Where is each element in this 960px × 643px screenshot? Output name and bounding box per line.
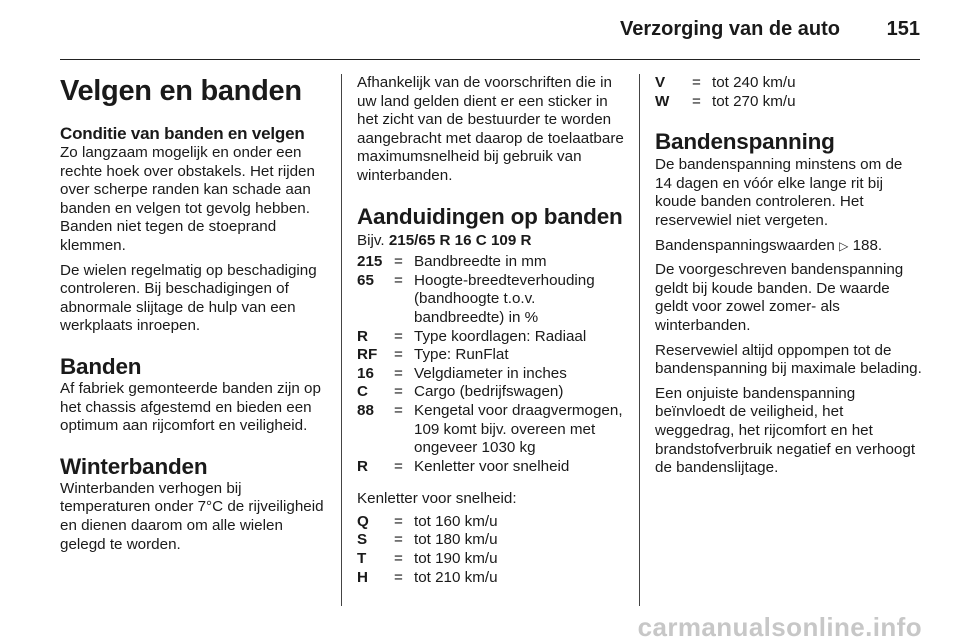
definition-value: tot 190 km/u <box>414 550 498 568</box>
definition-value: tot 160 km/u <box>414 512 498 530</box>
paragraph: Reservewiel altijd oppompen tot de bandenspanning bij maximale belading. <box>655 341 922 378</box>
definition-row <box>655 74 923 93</box>
definition-value: tot 240 km/u <box>712 74 796 91</box>
definition-row <box>357 513 625 532</box>
paragraph: Een onjuiste bandenspanning beïnvloedt de veiligheid, het weggedrag, het rijcomfort en het brandstofverbruik negatief en verhoogt de bandenslijtage. <box>655 384 916 477</box>
speed-index-list-continued <box>655 74 923 111</box>
definition-row <box>357 346 625 365</box>
definition-key: 65 <box>357 271 374 289</box>
definition-row <box>357 383 625 402</box>
definition-separator: = <box>394 364 403 382</box>
paragraph: De bandenspanning minstens om de 14 dagen en vóór elke lange rit bij koude banden controleren. Het reservewiel niet vergeten. <box>655 156 903 229</box>
paragraph: Af fabriek gemonteerde banden zijn op het chassis afgestemd en bieden een optimum aan rijcomfort en veiligheid. <box>60 379 321 435</box>
paragraph: Afhankelijk van de voorschriften die in uw land gelden dient er een sticker in het zicht van de bestuurder te worden aangebracht met daarop de toelaatbare maximumsnelheid bij gebruik van winterbanden. <box>357 74 624 184</box>
paragraph: Kenletter voor snelheid: <box>357 490 517 508</box>
subsection-heading-rim-condition: Conditie van banden en velgen <box>60 124 305 143</box>
page-number: 151 <box>886 18 920 40</box>
definition-value: Kengetal voor draagvermogen, 109 komt bijv. overeen met ongeveer 1030 kg <box>414 401 623 457</box>
column-2 <box>357 74 625 587</box>
header-divider <box>60 59 920 60</box>
definition-separator: = <box>394 568 403 586</box>
definition-separator: = <box>692 92 701 110</box>
definition-separator: = <box>394 327 403 345</box>
definition-key: C <box>357 383 368 401</box>
definition-row <box>357 402 625 458</box>
definition-row <box>655 93 923 112</box>
definition-key: T <box>357 550 367 568</box>
column-3 <box>655 74 923 484</box>
definition-separator: = <box>394 346 403 364</box>
definition-value: tot 270 km/u <box>712 92 796 110</box>
definition-key: 215 <box>357 253 383 271</box>
definition-value: Type koordlagen: Radiaal <box>414 327 587 345</box>
reference-text: Bandenspanningswaarden <box>655 236 835 254</box>
column-divider-left <box>341 74 342 606</box>
definition-row <box>357 550 625 569</box>
subsection-heading-tyre-markings: Aanduidingen op banden <box>357 203 623 229</box>
definition-key: 88 <box>357 401 374 419</box>
paragraph: Zo langzaam mogelijk en onder een rechte hoek over obstakels. Het rijden over scherpe randen kan schade aan banden en velgen tot gevolg hebben. Banden niet tegen de stoeprand klemmen. <box>60 144 315 254</box>
definition-key: R <box>357 327 368 345</box>
definition-key: Q <box>357 512 369 530</box>
watermark: carmanualsonline.info <box>637 612 922 642</box>
page-reference[interactable]: 188. <box>852 236 883 254</box>
definition-row <box>357 458 625 477</box>
paragraph-reference <box>655 237 923 256</box>
paragraph: De wielen regelmatig op beschadiging controleren. Bij beschadigingen of abnormale slijtage de hulp van een werkplaats inroepen. <box>60 261 317 335</box>
example-code: 215/65 R 16 C 109 R <box>388 231 532 249</box>
running-header-title: Verzorging van de auto <box>619 18 840 40</box>
definition-separator: = <box>394 271 403 289</box>
paragraph: Winterbanden verhogen bij temperaturen onder 7°C de rijveiligheid en dienen daarom om alle wielen gelegd te worden. <box>60 479 324 553</box>
definition-row <box>357 365 625 384</box>
definition-separator: = <box>394 550 403 568</box>
definition-separator: = <box>692 74 701 91</box>
definition-value: Hoogte-breedteverhouding (bandhoogte t.o.v. bandbreedte) in % <box>414 271 595 326</box>
definition-key: V <box>655 74 666 91</box>
definition-row <box>357 253 625 272</box>
definition-separator: = <box>394 383 403 401</box>
definition-key: S <box>357 531 368 549</box>
definition-row <box>357 272 625 328</box>
definition-value: Velgdiameter in inches <box>414 364 567 382</box>
definition-key: R <box>357 457 368 475</box>
speed-index-list <box>357 513 625 587</box>
subsection-heading-tyres: Banden <box>60 353 142 379</box>
example-line <box>357 232 625 251</box>
definition-separator: = <box>394 512 403 530</box>
definition-key: H <box>357 568 368 586</box>
definition-value: Kenletter voor snelheid <box>414 457 570 475</box>
definition-separator: = <box>394 457 403 475</box>
subsection-heading-winter-tyres: Winterbanden <box>60 453 208 479</box>
example-prefix: Bijv. <box>357 231 385 249</box>
column-divider-right <box>639 74 640 606</box>
definition-value: tot 210 km/u <box>414 568 498 586</box>
section-title: Velgen en banden <box>60 75 302 107</box>
definition-value: tot 180 km/u <box>414 531 498 549</box>
definition-separator: = <box>394 401 403 419</box>
paragraph: De voorgeschreven bandenspanning geldt bij koude banden. De waarde geldt voor zowel zomer- als winterbanden. <box>655 261 904 334</box>
definition-value: Type: RunFlat <box>414 346 509 364</box>
definition-row <box>357 531 625 550</box>
definition-key: W <box>655 92 670 110</box>
definition-separator: = <box>394 531 403 549</box>
column-1 <box>60 74 326 560</box>
definition-row <box>357 328 625 347</box>
subsection-heading-tyre-pressure: Bandenspanning <box>655 129 835 155</box>
definition-value: Cargo (bedrijfswagen) <box>414 383 564 401</box>
definition-value: Bandbreedte in mm <box>414 253 547 271</box>
page-reference-arrow-icon: ▷ <box>839 238 849 253</box>
definition-key: 16 <box>357 364 374 382</box>
definition-row <box>357 569 625 588</box>
definition-key: RF <box>357 346 378 364</box>
tyre-code-list <box>357 253 625 476</box>
definition-separator: = <box>394 253 403 271</box>
